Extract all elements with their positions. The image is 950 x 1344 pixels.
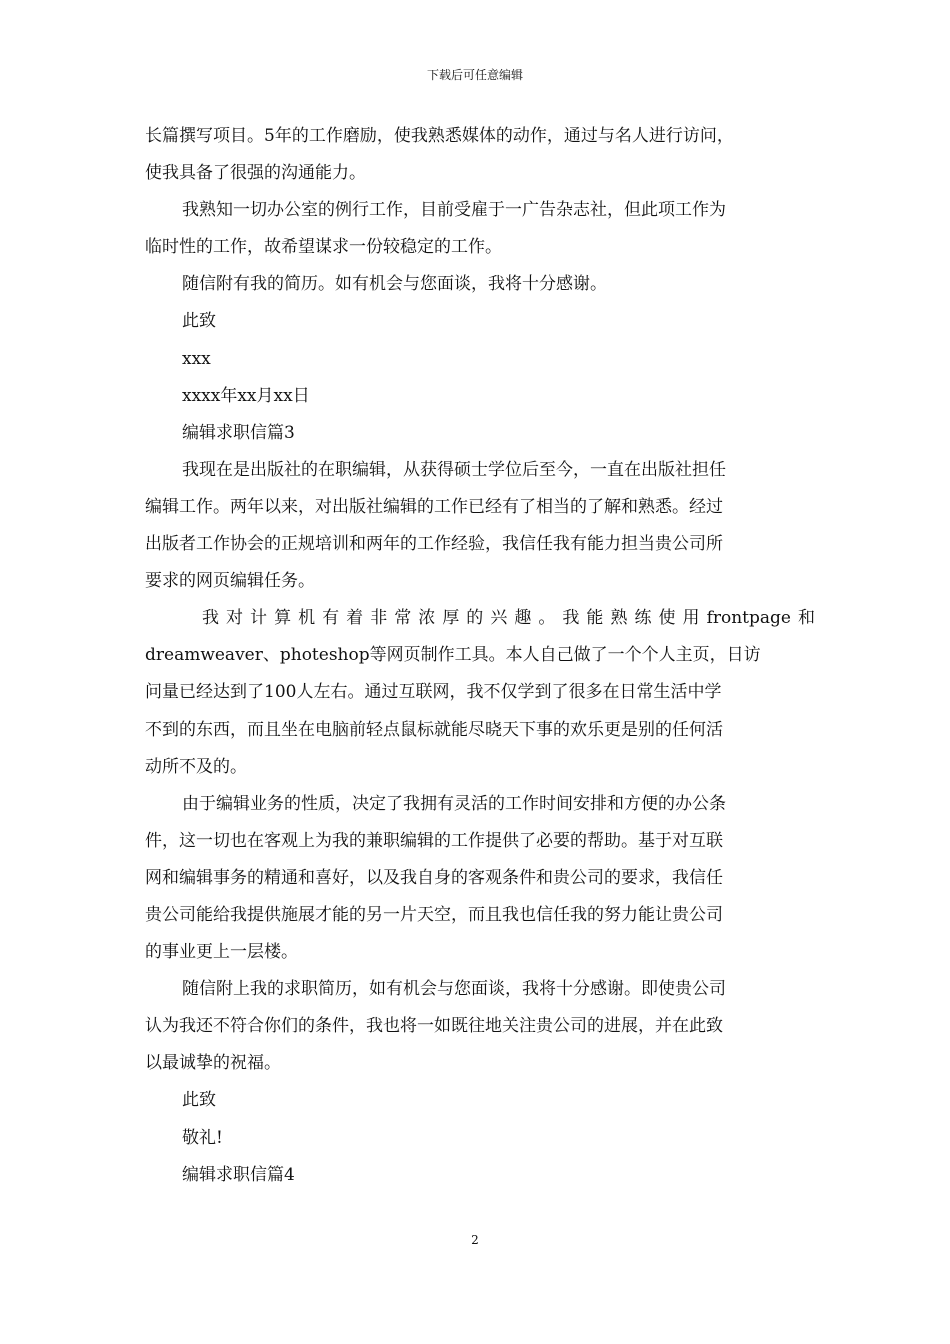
text-line: 以最诚挚的祝福。: [145, 1053, 281, 1074]
text-line: 长篇撰写项目。5年的工作磨励，使我熟悉媒体的动作，通过与名人进行访问，: [145, 126, 734, 146]
document-body: [145, 118, 815, 1194]
text-line: dreamweaver、photeshop等网页制作工具。本人自己做了一个个人主页，日访: [145, 645, 761, 666]
signature-name: xxx: [182, 348, 211, 369]
closing-line: 此致: [182, 1090, 216, 1111]
page-header: 下载后可任意编辑: [426, 68, 523, 82]
section-title: 编辑求职信篇4: [182, 1164, 295, 1185]
paragraph-start: 我现在是出版社的在职编辑，从获得硕士学位后至今，一直在出版社担任: [182, 459, 726, 480]
text-line: 问量已经达到了100人左右。通过互联网，我不仅学到了很多在日常生活中学: [145, 682, 722, 703]
text-line: 临时性的工作，故希望谋求一份较稳定的工作。: [145, 237, 502, 258]
paragraph-start: 随信附上我的求职简历，如有机会与您面谈，我将十分感谢。即使贵公司: [182, 979, 726, 1000]
signature-date: xxxx年xx月xx日: [182, 385, 310, 406]
closing-line: 此致: [182, 311, 216, 332]
text-line: 网和编辑事务的精通和喜好，以及我自身的客观条件和贵公司的要求，我信任: [145, 867, 723, 888]
text-line: 不到的东西，而且坐在电脑前轻点鼠标就能尽晓天下事的欢乐更是别的任何活: [145, 719, 723, 740]
paragraph-start: 由于编辑业务的性质，决定了我拥有灵活的工作时间安排和方便的办公条: [182, 793, 726, 814]
text-line: 的事业更上一层楼。: [145, 942, 298, 963]
salutation-line: 敬礼!: [182, 1127, 223, 1148]
paragraph-start: 我熟知一切办公室的例行工作，目前受雇于一广告杂志社，但此项工作为: [182, 200, 726, 221]
text-line: 使我具备了很强的沟通能力。: [145, 163, 366, 184]
paragraph-start: 我对计算机有着非常浓厚的兴趣。我能熟练使用frontpage和: [202, 608, 815, 629]
text-line: 认为我还不符合你们的条件，我也将一如既往地关注贵公司的进展，并在此致: [145, 1016, 723, 1037]
section-title: 编辑求职信篇3: [182, 422, 295, 443]
paragraph-start: 随信附有我的简历。如有机会与您面谈，我将十分感谢。: [182, 274, 607, 295]
text-line: 动所不及的。: [145, 756, 247, 777]
text-line: 贵公司能给我提供施展才能的另一片天空，而且我也信任我的努力能让贵公司: [145, 904, 723, 925]
text-line: 件，这一切也在客观上为我的兼职编辑的工作提供了必要的帮助。基于对互联: [145, 830, 723, 851]
text-line: 出版者工作协会的正规培训和两年的工作经验，我信任我有能力担当贵公司所: [145, 534, 723, 555]
text-line: 编辑工作。两年以来，对出版社编辑的工作已经有了相当的了解和熟悉。经过: [145, 496, 723, 517]
page-number: 2: [471, 1233, 479, 1247]
text-line: 要求的网页编辑任务。: [145, 571, 315, 592]
